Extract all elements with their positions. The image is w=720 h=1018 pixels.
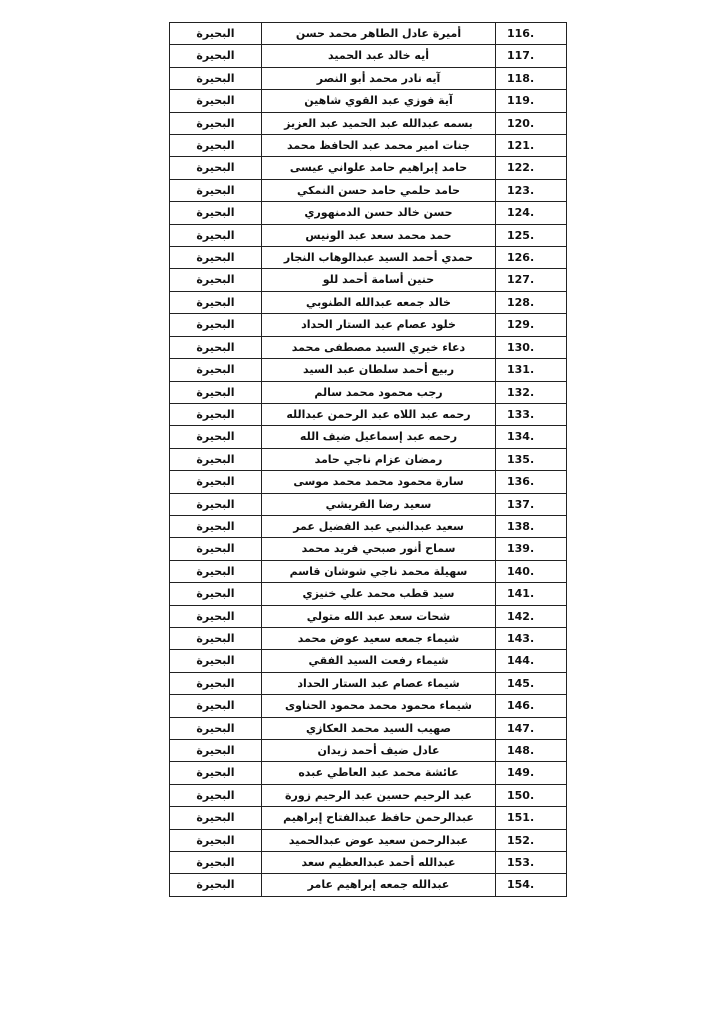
name-cell: بسمه عبدالله عبد الحميد عبد العزيز xyxy=(262,112,496,134)
row-number-cell: 134. xyxy=(496,426,567,448)
row-number-cell: 145. xyxy=(496,672,567,694)
table-row xyxy=(170,224,567,246)
name-cell: رجب محمود محمد سالم xyxy=(262,381,496,403)
table-row xyxy=(170,740,567,762)
name-cell: عبدالله جمعه إبراهيم عامر xyxy=(262,874,496,896)
row-number-cell: 150. xyxy=(496,784,567,806)
row-number-cell: 123. xyxy=(496,179,567,201)
governorate-cell: البحيرة xyxy=(170,202,262,224)
row-number-cell: 143. xyxy=(496,627,567,649)
governorate-cell: البحيرة xyxy=(170,471,262,493)
table-row xyxy=(170,336,567,358)
row-number-cell: 154. xyxy=(496,874,567,896)
row-number-cell: 152. xyxy=(496,829,567,851)
governorate-cell: البحيرة xyxy=(170,515,262,537)
row-number-cell: 138. xyxy=(496,515,567,537)
row-number-cell: 139. xyxy=(496,538,567,560)
table-row xyxy=(170,291,567,313)
table-row xyxy=(170,112,567,134)
table-row xyxy=(170,45,567,67)
table-row xyxy=(170,493,567,515)
name-cell: آية فوزي عبد القوي شاهين xyxy=(262,90,496,112)
name-cell: عبدالرحمن حافظ عبدالفتاح إبراهيم xyxy=(262,807,496,829)
name-cell: أميرة عادل الطاهر محمد حسن xyxy=(262,23,496,45)
row-number-cell: 118. xyxy=(496,67,567,89)
governorate-cell: البحيرة xyxy=(170,740,262,762)
table-row xyxy=(170,784,567,806)
name-cell: عادل ضيف أحمد زيدان xyxy=(262,740,496,762)
table-row xyxy=(170,560,567,582)
governorate-cell: البحيرة xyxy=(170,336,262,358)
governorate-cell: البحيرة xyxy=(170,874,262,896)
row-number-cell: 128. xyxy=(496,291,567,313)
governorate-cell: البحيرة xyxy=(170,627,262,649)
name-cell: عبد الرحيم حسين عبد الرحيم زورة xyxy=(262,784,496,806)
table-row xyxy=(170,67,567,89)
governorate-cell: البحيرة xyxy=(170,403,262,425)
row-number-cell: 124. xyxy=(496,202,567,224)
table-row xyxy=(170,314,567,336)
table-row xyxy=(170,403,567,425)
table-row xyxy=(170,829,567,851)
table-row xyxy=(170,852,567,874)
row-number-cell: 141. xyxy=(496,583,567,605)
governorate-cell: البحيرة xyxy=(170,224,262,246)
table-row xyxy=(170,695,567,717)
governorate-cell: البحيرة xyxy=(170,605,262,627)
name-cell: أيه خالد عبد الحميد xyxy=(262,45,496,67)
governorate-cell: البحيرة xyxy=(170,179,262,201)
name-cell: حمد محمد سعد عبد الونيس xyxy=(262,224,496,246)
name-cell: رحمه عبد اللاه عبد الرحمن عبدالله xyxy=(262,403,496,425)
row-number-cell: 149. xyxy=(496,762,567,784)
name-cell: شيماء عصام عبد الستار الحداد xyxy=(262,672,496,694)
row-number-cell: 140. xyxy=(496,560,567,582)
governorate-cell: البحيرة xyxy=(170,90,262,112)
governorate-cell: البحيرة xyxy=(170,45,262,67)
name-cell: شيماء جمعه سعيد عوض محمد xyxy=(262,627,496,649)
name-cell: رحمه عبد إسماعيل ضيف الله xyxy=(262,426,496,448)
governorate-cell: البحيرة xyxy=(170,269,262,291)
table-row xyxy=(170,627,567,649)
row-number-cell: 146. xyxy=(496,695,567,717)
row-number-cell: 125. xyxy=(496,224,567,246)
table-row xyxy=(170,269,567,291)
governorate-cell: البحيرة xyxy=(170,67,262,89)
table-row xyxy=(170,157,567,179)
row-number-cell: 116. xyxy=(496,23,567,45)
governorate-cell: البحيرة xyxy=(170,381,262,403)
name-cell: عبدالله أحمد عبدالعظيم سعد xyxy=(262,852,496,874)
name-cell: سيد قطب محمد علي خنيزي xyxy=(262,583,496,605)
governorate-cell: البحيرة xyxy=(170,583,262,605)
table-row xyxy=(170,202,567,224)
name-cell: سماح أنور صبحي فريد محمد xyxy=(262,538,496,560)
name-cell: حنين أسامة أحمد للو xyxy=(262,269,496,291)
governorate-cell: البحيرة xyxy=(170,493,262,515)
name-cell: دعاء خيري السيد مصطفى محمد xyxy=(262,336,496,358)
table-row xyxy=(170,471,567,493)
row-number-cell: 122. xyxy=(496,157,567,179)
table-row xyxy=(170,538,567,560)
name-cell: آيه نادر محمد أبو النصر xyxy=(262,67,496,89)
table-row xyxy=(170,762,567,784)
name-cell: عبدالرحمن سعيد عوض عبدالحميد xyxy=(262,829,496,851)
governorate-cell: البحيرة xyxy=(170,852,262,874)
name-cell: سعيد عبدالنبي عبد الفضيل عمر xyxy=(262,515,496,537)
table-row xyxy=(170,583,567,605)
row-number-cell: 133. xyxy=(496,403,567,425)
row-number-cell: 129. xyxy=(496,314,567,336)
table-row xyxy=(170,381,567,403)
table-row xyxy=(170,515,567,537)
row-number-cell: 131. xyxy=(496,359,567,381)
table-row xyxy=(170,605,567,627)
row-number-cell: 144. xyxy=(496,650,567,672)
row-number-cell: 142. xyxy=(496,605,567,627)
row-number-cell: 135. xyxy=(496,448,567,470)
governorate-cell: البحيرة xyxy=(170,291,262,313)
governorate-cell: البحيرة xyxy=(170,538,262,560)
name-cell: شيماء محمود محمد محمود الحناوى xyxy=(262,695,496,717)
row-number-cell: 121. xyxy=(496,135,567,157)
table-row xyxy=(170,448,567,470)
row-number-cell: 151. xyxy=(496,807,567,829)
name-cell: جنات امير محمد عبد الحافظ محمد xyxy=(262,135,496,157)
row-number-cell: 117. xyxy=(496,45,567,67)
row-number-cell: 119. xyxy=(496,90,567,112)
table-row xyxy=(170,90,567,112)
name-cell: حمدي أحمد السيد عبدالوهاب النجار xyxy=(262,247,496,269)
row-number-cell: 127. xyxy=(496,269,567,291)
name-cell: عائشة محمد عبد العاطي عبده xyxy=(262,762,496,784)
table-row xyxy=(170,426,567,448)
name-cell: صهيب السيد محمد العكازي xyxy=(262,717,496,739)
name-cell: رمضان عزام ناجي حامد xyxy=(262,448,496,470)
table-row xyxy=(170,717,567,739)
name-cell: حسن خالد حسن الدمنهوري xyxy=(262,202,496,224)
governorate-cell: البحيرة xyxy=(170,359,262,381)
governorate-cell: البحيرة xyxy=(170,784,262,806)
row-number-cell: 137. xyxy=(496,493,567,515)
governorate-cell: البحيرة xyxy=(170,650,262,672)
governorate-cell: البحيرة xyxy=(170,426,262,448)
governorate-cell: البحيرة xyxy=(170,112,262,134)
row-number-cell: 136. xyxy=(496,471,567,493)
governorate-cell: البحيرة xyxy=(170,560,262,582)
governorate-cell: البحيرة xyxy=(170,672,262,694)
governorate-cell: البحيرة xyxy=(170,314,262,336)
governorate-cell: البحيرة xyxy=(170,247,262,269)
row-number-cell: 153. xyxy=(496,852,567,874)
name-cell: شحات سعد عبد الله متولي xyxy=(262,605,496,627)
governorate-cell: البحيرة xyxy=(170,762,262,784)
table-row xyxy=(170,672,567,694)
row-number-cell: 126. xyxy=(496,247,567,269)
row-number-cell: 147. xyxy=(496,717,567,739)
names-table-body xyxy=(170,23,567,897)
table-row xyxy=(170,874,567,896)
name-cell: حامد إبراهيم حامد علواني عيسى xyxy=(262,157,496,179)
name-cell: سارة محمود محمد محمد موسى xyxy=(262,471,496,493)
name-cell: سعيد رضا القريشي xyxy=(262,493,496,515)
governorate-cell: البحيرة xyxy=(170,23,262,45)
table-row xyxy=(170,359,567,381)
names-table xyxy=(169,22,567,897)
row-number-cell: 120. xyxy=(496,112,567,134)
table-row xyxy=(170,807,567,829)
row-number-cell: 148. xyxy=(496,740,567,762)
name-cell: سهيلة محمد ناجي شوشان قاسم xyxy=(262,560,496,582)
name-cell: حامد حلمي حامد حسن النمكي xyxy=(262,179,496,201)
governorate-cell: البحيرة xyxy=(170,717,262,739)
name-cell: ربيع أحمد سلطان عبد السيد xyxy=(262,359,496,381)
governorate-cell: البحيرة xyxy=(170,448,262,470)
table-row xyxy=(170,23,567,45)
table-row xyxy=(170,179,567,201)
governorate-cell: البحيرة xyxy=(170,695,262,717)
governorate-cell: البحيرة xyxy=(170,829,262,851)
table-row xyxy=(170,650,567,672)
row-number-cell: 132. xyxy=(496,381,567,403)
governorate-cell: البحيرة xyxy=(170,157,262,179)
name-cell: خالد جمعه عبدالله الطنوبي xyxy=(262,291,496,313)
table-row xyxy=(170,135,567,157)
name-cell: شيماء رفعت السيد الفقي xyxy=(262,650,496,672)
governorate-cell: البحيرة xyxy=(170,135,262,157)
governorate-cell: البحيرة xyxy=(170,807,262,829)
row-number-cell: 130. xyxy=(496,336,567,358)
name-cell: خلود عصام عبد الستار الحداد xyxy=(262,314,496,336)
table-row xyxy=(170,247,567,269)
